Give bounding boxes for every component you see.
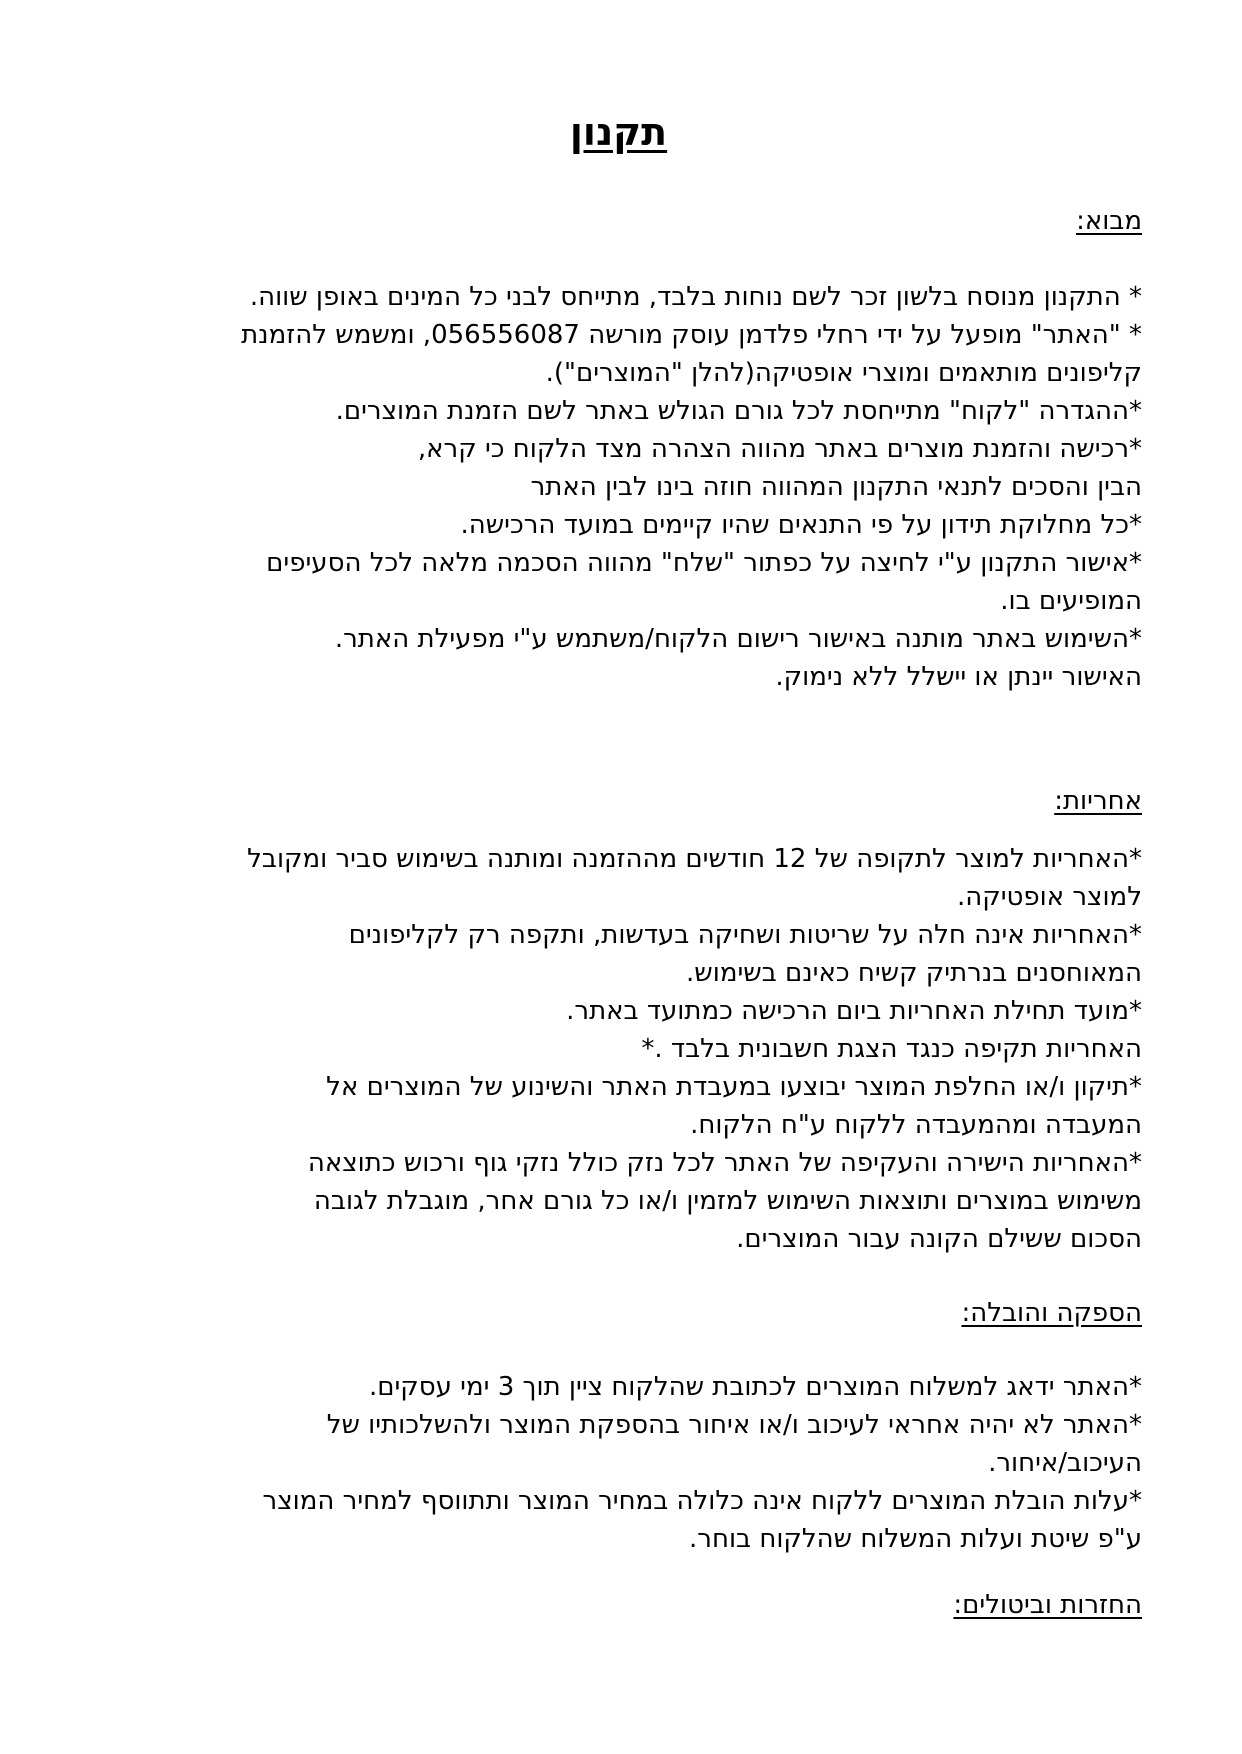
section-shipping xyxy=(95,1294,1142,1558)
text-line: *האחריות אינה חלה על שריטות ושחיקה בעדשות, ותקפה רק לקליפונים xyxy=(348,920,1142,950)
text-line: *האחריות למוצר לתקופה של 12 חודשים מההזמנה ומותנה בשימוש סביר ומקובל xyxy=(247,844,1142,874)
text-line: משימוש במוצרים ותוצאות השימוש למזמין ו/או כל גורם אחר, מוגבלת לגובה xyxy=(313,1186,1142,1216)
section-warranty-paragraph xyxy=(95,840,1142,1258)
section-shipping-heading: הספקה והובלה: xyxy=(961,1298,1142,1328)
text-line: *השימוש באתר מותנה באישור רישום הלקוח/משתמש ע"י מפעילת האתר. xyxy=(334,624,1142,654)
section-warranty xyxy=(95,782,1142,1258)
section-warranty-heading: אחריות: xyxy=(1054,786,1142,816)
document-title: תקנון xyxy=(569,110,668,154)
text-line: *האחריות הישירה והעקיפה של האתר לכל נזק כולל נזקי גוף ורכוש כתוצאה xyxy=(307,1148,1142,1178)
text-line: *מועד תחילת האחריות ביום הרכישה כמתועד באתר. xyxy=(566,996,1142,1026)
text-line: המעבדה ומהמעבדה ללקוח ע"ח הלקוח. xyxy=(690,1110,1142,1140)
text-line: * התקנון מנוסח בלשון זכר לשם נוחות בלבד, מתייחס לבני כל המינים באופן שווה. xyxy=(249,282,1142,312)
text-line: *אישור התקנון ע"י לחיצה על כפתור "שלח" מהווה הסכמה מלאה לכל הסעיפים xyxy=(266,548,1142,578)
text-line: המופיעים בו. xyxy=(1000,586,1142,616)
section-intro-paragraph xyxy=(95,278,1142,696)
text-line: למוצר אופטיקה. xyxy=(957,882,1142,912)
text-line: * "האתר" מופעל על ידי רחלי פלדמן עוסק מורשה 056556087, ומשמש להזמנת xyxy=(241,320,1142,350)
section-returns-heading: החזרות וביטולים: xyxy=(953,1590,1142,1620)
section-returns xyxy=(95,1586,1142,1624)
text-line: *ההגדרה "לקוח" מתייחסת לכל גורם הגולש באתר לשם הזמנת המוצרים. xyxy=(335,396,1142,426)
text-line: האחריות תקיפה כנגד הצגת חשבונית בלבד .* xyxy=(641,1034,1142,1064)
text-line: *האתר לא יהיה אחראי לעיכוב ו/או איחור בהספקת המוצר ולהשלכותיו של xyxy=(326,1410,1142,1440)
text-line: הסכום ששילם הקונה עבור המוצרים. xyxy=(736,1224,1142,1254)
text-line: *רכישה והזמנת מוצרים באתר מהווה הצהרה מצד הלקוח כי קרא, xyxy=(417,434,1142,464)
text-line: המאוחסנים בנרתיק קשיח כאינם בשימוש. xyxy=(686,958,1142,988)
section-shipping-paragraph xyxy=(95,1368,1142,1558)
text-line: האישור יינתן או יישלל ללא נימוק. xyxy=(775,662,1142,692)
text-line: *תיקון ו/או החלפת המוצר יבוצעו במעבדת האתר והשינוע של המוצרים אל xyxy=(326,1072,1142,1102)
text-line: קליפונים מותאמים ומוצרי אופטיקה(להלן "המוצרים"). xyxy=(545,358,1142,388)
text-line: ע"פ שיטת ועלות המשלוח שהלקוח בוחר. xyxy=(689,1524,1142,1554)
text-line: *עלות הובלת המוצרים ללקוח אינה כלולה במחיר המוצר ותתווסף למחיר המוצר xyxy=(262,1486,1142,1516)
text-line: העיכוב/איחור. xyxy=(988,1448,1142,1478)
text-line: *כל מחלוקת תידון על פי התנאים שהיו קיימים במועד הרכישה. xyxy=(460,510,1142,540)
text-line: *האתר ידאג למשלוח המוצרים לכתובת שהלקוח ציין תוך 3 ימי עסקים. xyxy=(368,1372,1142,1402)
text-line: הבין והסכים לתנאי התקנון המהווה חוזה בינו לבין האתר xyxy=(530,472,1142,502)
section-intro xyxy=(95,202,1142,696)
section-intro-heading: מבוא: xyxy=(1076,206,1142,236)
